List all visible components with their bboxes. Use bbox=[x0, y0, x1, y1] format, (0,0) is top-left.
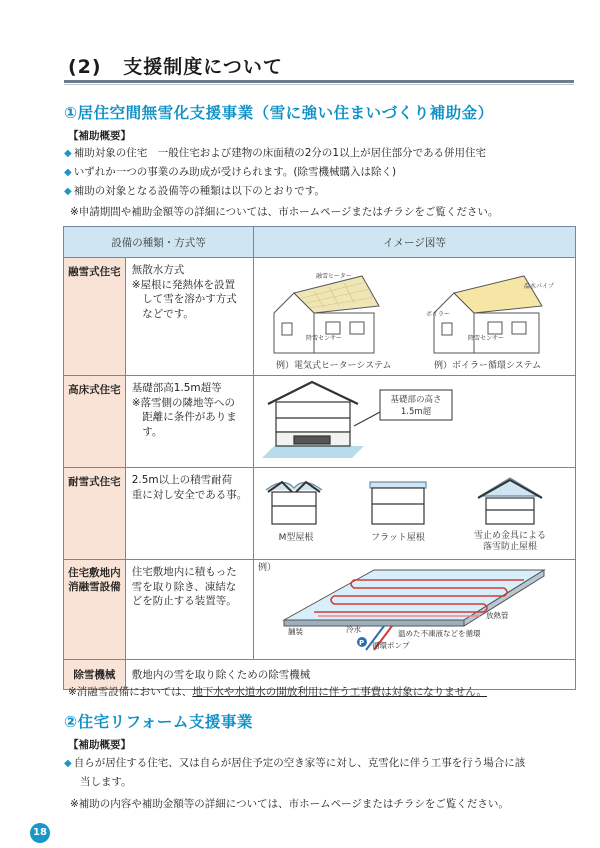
snow-melting-pavement-illustration bbox=[254, 560, 575, 656]
program2-overview-label: 【補助概要】 bbox=[68, 739, 131, 751]
heading-rule-thin bbox=[64, 84, 574, 85]
label-antifreeze: 温めた不凍液などを循環 bbox=[397, 629, 481, 638]
program1-bullet-3: ◆ 補助の対象となる設備等の種類は以下のとおりです。 bbox=[64, 185, 325, 197]
table-row bbox=[64, 376, 576, 468]
svg-text:例）: 例） bbox=[257, 563, 276, 573]
program2-bullet-1: ◆ 自らが居住する住宅、又は自らが居住予定の空き家等に対し、克雪化に伴う工事を行う場合に該 bbox=[64, 757, 526, 769]
label-heater: 融雪ヒーター bbox=[315, 273, 352, 280]
label-sensor-2: 降雪センサー bbox=[467, 335, 504, 342]
row-description: 基礎部高1.5m超等 ※落雪側の隣地等への 距離に条件がありま す。 bbox=[125, 376, 253, 468]
svg-text:1.5m超: 1.5m超 bbox=[400, 407, 432, 417]
row-category: 除雪機械 bbox=[64, 660, 126, 690]
table-row bbox=[64, 560, 576, 660]
section-title: 支援制度について bbox=[123, 56, 283, 78]
table-row bbox=[64, 468, 576, 560]
heading-rule bbox=[64, 80, 574, 83]
row-image bbox=[253, 560, 575, 660]
row-category: 高床式住宅 bbox=[64, 376, 126, 468]
equipment-table bbox=[63, 226, 576, 690]
caption-boiler: 例）ボイラー循環システム bbox=[433, 361, 542, 371]
row-image bbox=[253, 376, 575, 468]
row-image bbox=[253, 258, 575, 376]
row-description: 無散水方式 ※屋根に発熱体を設置 して雪を溶かす方式 などです。 bbox=[125, 258, 253, 376]
table-row bbox=[64, 258, 576, 376]
foundation-height-callout bbox=[354, 390, 452, 426]
row-image bbox=[253, 468, 575, 560]
table-header-type: 設備の種類・方式等 bbox=[64, 227, 254, 258]
program1-bullet-2: ◆ いずれか一つの事業のみ助成が受けられます。(除雪機械購入は除く) bbox=[64, 166, 397, 178]
label-pavement: 舗装 bbox=[287, 627, 303, 636]
program1-bullet-1: ◆ 補助対象の住宅 一般住宅および建物の床面積の2分の1以上が居住部分である併用住宅 bbox=[64, 147, 487, 159]
caption-snow-stop-roof: 雪止め金具による落雪防止屋根 bbox=[473, 531, 546, 552]
program1-note: ※申請期間や補助金額等の詳細については、市ホームページまたはチラシをご覧ください。 bbox=[70, 206, 499, 218]
flat-roof-house bbox=[370, 482, 426, 524]
label-heat-pipe: 放熱管 bbox=[485, 611, 509, 620]
table-note: ※消融雪設備においては、地下水や水道水の開放利用に伴う工事費は対象になりません。 bbox=[68, 686, 487, 698]
label-hot-water-pipe: 温水パイプ bbox=[523, 283, 554, 290]
caption-electric: 例）電気式ヒーターシステム bbox=[275, 361, 392, 371]
section-number: (2) bbox=[68, 56, 102, 78]
row-description: 住宅敷地内に積もった 雪を取り除き、凍結な どを防止する装置等。 bbox=[125, 560, 253, 660]
section-heading bbox=[68, 52, 283, 79]
row-category: 耐雪式住宅 bbox=[64, 468, 126, 560]
svg-text:基礎部の高さ: 基礎部の高さ bbox=[390, 395, 442, 405]
page-number: 18 bbox=[30, 823, 50, 843]
label-boiler: ボイラー bbox=[425, 311, 450, 318]
m-roof-house bbox=[266, 482, 322, 524]
row-category: 住宅敷地内 消融雪設備 bbox=[64, 560, 126, 660]
row-category: 融雪式住宅 bbox=[64, 258, 126, 376]
label-sensor-1: 降雪センサー bbox=[305, 335, 342, 342]
label-pump: 循環ポンプ bbox=[371, 641, 410, 650]
svg-text:P: P bbox=[358, 639, 365, 647]
table-header-row bbox=[64, 227, 576, 258]
snow-resistant-roof-illustrations bbox=[254, 468, 575, 556]
snow-melting-house-illustrations bbox=[254, 258, 575, 372]
caption-m-roof: M型屋根 bbox=[278, 533, 314, 543]
caption-flat-roof: フラット屋根 bbox=[371, 533, 425, 543]
program2-title: ②住宅リフォーム支援事業 bbox=[64, 713, 253, 731]
program2-note: ※補助の内容や補助金額等の詳細については、市ホームページまたはチラシをご覧ください。 bbox=[70, 798, 509, 810]
snow-stop-roof-house bbox=[478, 478, 542, 524]
raised-floor-house-illustration bbox=[254, 376, 575, 464]
program2-bullet-1-cont: 当します。 bbox=[80, 776, 132, 788]
row-description: 敷地内の雪を取り除くための除雪機械 bbox=[125, 660, 575, 690]
table-header-image: イメージ図等 bbox=[253, 227, 575, 258]
label-cold-water: 冷水 bbox=[345, 625, 361, 634]
program1-title: ①居住空間無雪化支援事業（雪に強い住まいづくり補助金） bbox=[64, 104, 494, 122]
program1-overview-label: 【補助概要】 bbox=[68, 130, 131, 142]
row-description: 2.5m以上の積雪耐荷 重に対し安全である事。 bbox=[125, 468, 253, 560]
